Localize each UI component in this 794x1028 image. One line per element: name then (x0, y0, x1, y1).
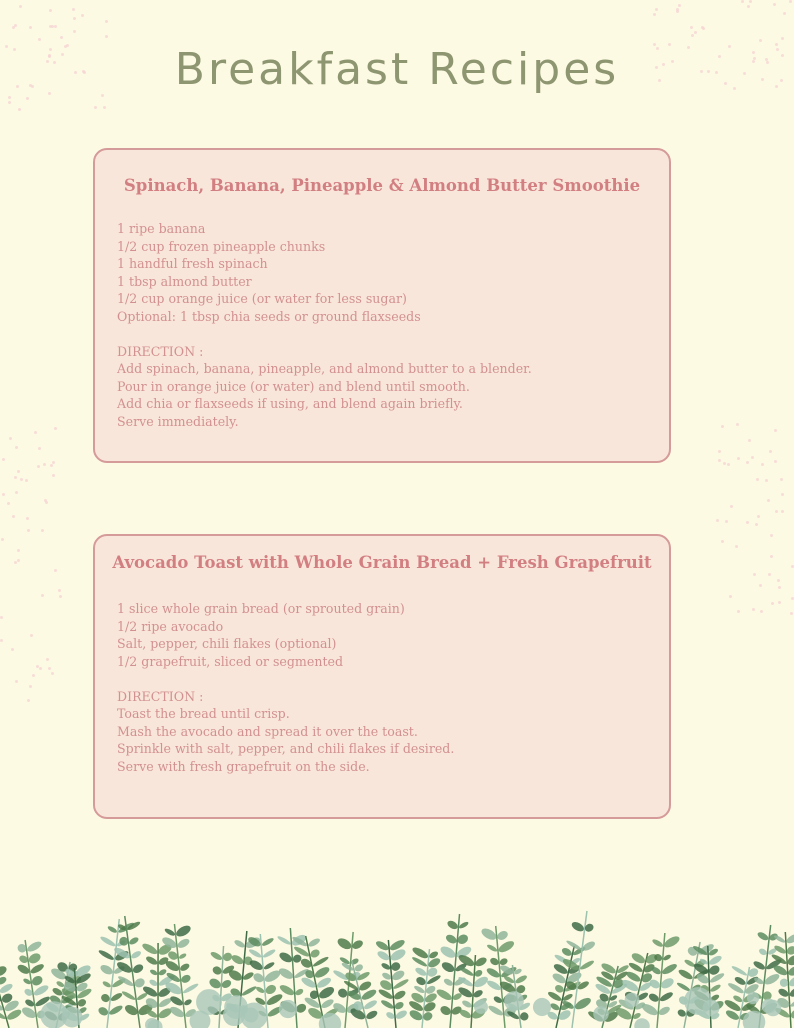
recipe-title: Spinach, Banana, Pineapple & Almond Butter Smoothie (123, 176, 641, 195)
direction-label: DIRECTION : (117, 688, 204, 704)
ingredient-item: 1 slice whole grain bread (or sprouted grain) (117, 601, 405, 616)
recipe-body (117, 220, 649, 430)
direction-step: Toast the bread until crisp. (117, 706, 290, 721)
foliage-border-decoration (0, 893, 794, 1028)
ingredient-item: 1/2 ripe avocado (117, 618, 224, 634)
recipe-body (117, 600, 649, 775)
direction-step: Sprinkle with salt, pepper, and chili flakes if desired. (117, 741, 455, 756)
dot-pattern-left (0, 420, 60, 700)
page-title: Breakfast Recipes (174, 44, 620, 95)
ingredient-item: 1 ripe banana (117, 221, 206, 236)
direction-step: Add chia or flaxseeds if using, and blend again briefly. (117, 396, 463, 411)
ingredient-item: 1/2 cup orange juice (or water for less sugar) (117, 291, 407, 306)
ingredient-item: Salt, pepper, chili flakes (optional) (117, 636, 337, 651)
ingredient-item: 1 tbsp almond butter (117, 273, 252, 289)
direction-step: Add spinach, banana, pineapple, and almond butter to a blender. (117, 361, 532, 376)
direction-step: Mash the avocado and spread it over the toast. (117, 723, 418, 739)
ingredient-item: Optional: 1 tbsp chia seeds or ground flaxseeds (117, 308, 421, 324)
recipe-card-smoothie (93, 148, 671, 463)
direction-step: Pour in orange juice (or water) and blend until smooth. (117, 378, 470, 394)
recipe-card-avocado-toast (93, 534, 671, 819)
ingredient-item: 1 handful fresh spinach (117, 256, 268, 271)
ingredient-item: 1/2 cup frozen pineapple chunks (117, 238, 326, 254)
direction-label: DIRECTION : (117, 343, 204, 359)
dot-pattern-right (715, 420, 794, 620)
recipe-title: Avocado Toast with Whole Grain Bread + Fresh Grapefruit (112, 553, 652, 572)
direction-step: Serve with fresh grapefruit on the side. (117, 758, 370, 774)
direction-step: Serve immediately. (117, 413, 239, 429)
ingredient-item: 1/2 grapefruit, sliced or segmented (117, 653, 344, 669)
